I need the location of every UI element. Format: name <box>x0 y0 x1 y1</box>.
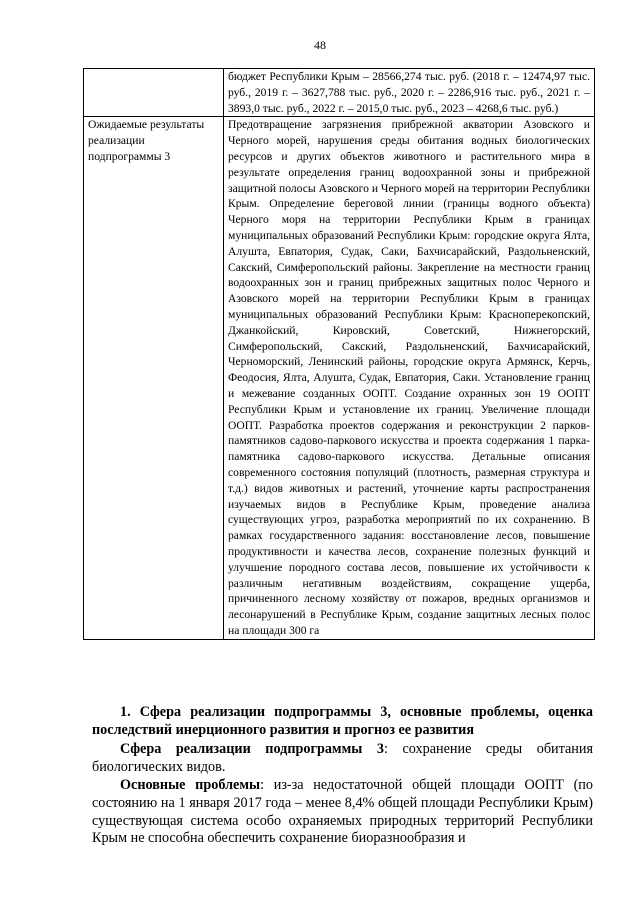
paragraph-scope-text: : сохранение среды обитания биологических видов. <box>92 741 594 775</box>
paragraph-problems <box>92 777 593 848</box>
paragraph-scope <box>92 741 593 777</box>
page-number: 48 <box>314 38 326 52</box>
subprogram-passport-table <box>83 68 595 640</box>
paragraph-scope-lead: Сфера реализации подпрограммы 3 <box>120 741 384 757</box>
table-cell-label <box>84 69 224 117</box>
table-cell-expected-results-label: Ожидаемые результаты реализации подпрограммы 3 <box>84 117 224 639</box>
paragraph-problems-lead: Основные проблемы <box>120 777 261 793</box>
table-cell-budget-value: бюджет Республики Крым – 28566,274 тыс. руб. (2018 г. – 12474,97 тыс. руб., 2019 г. – 3627,788 тыс. руб., 2020 г. – 2286,916 тыс. руб., 2021 г. – 3893,0 тыс. руб., 2022 г. – 2015,0 тыс. руб., 2023 – 4268,6 тыс. руб.) <box>224 69 595 117</box>
section-heading: 1. Сфера реализации подпрограммы 3, основные проблемы, оценка последствий инерционного развития и прогноз ее развития <box>92 704 593 738</box>
paragraph-problems-text: : из-за недостаточной общей площади ООПТ (по состоянию на 1 января 2017 года – менее 8,4% общей площади Республики Крым) существующая система особо охраняемых природных территорий Республики Крым не способна обеспечить сохранение биоразнообразия и <box>92 777 593 847</box>
table-row-budget <box>84 69 595 117</box>
table-cell-expected-results-value: Предотвращение загрязнения прибрежной акватории Азовского и Черного морей, нарушения среды обитания водных биологических ресурсов и других объектов животного и растительного мира в результате определения границ водоохранной зоны и прибрежной защитной полосы Азовского и Черного морей на территории Республики Крым. Определение береговой линии (границы водного объекта) Черного моря на территории Республики Крым в границах муниципальных образований Республики Крым: городские округа Ялта, Алушта, Евпатория, Судак, Саки, Бахчисарайский, Раздольненский, Сакский, Симферопольский районы. Закрепление на местности границ водоохранных зон и границ прибрежных защитных полос Черного и Азовского морей на территории Республики Крым в границах муниципальных образований Республики Крым: Красноперекопский, Джанкойский, Кировский, Советский, Нижнегорский, Симферопольский, Сакский, Раздольненский, Бахчисарайский, Черноморский, Ленинский районы, городские округа Армянск, Керчь, Феодосия, Ялта, Алушта, Судак, Евпатория, Саки. Установление границ и межевание созданных ООПТ. Создание охранных зон 19 ООПТ Республики Крым и установление их границ. Увеличение площади ООПТ. Разработка проектов содержания и реконструкции 2 парков-памятников садово-паркового искусства и проекта содержания 1 парка-памятника садово-паркового искусства. Детальные описания современного состояния популяций (плотность, размерная структура и т.д.) видов животных и растений, уточнение карты распространения изучаемых видов в Республике Крым, проведение анализа существующих угроз, разработка мероприятий по их сохранению. В рамках государственного задания: восстановление лесов, повышение продуктивности и качества лесов, сохранение полезных функций и улучшение породного состава лесов, повышение их устойчивости к различным негативным воздействиям, сокращение ущерба, причиненного лесному хозяйству от пожаров, вредных организмов и лесонарушений в Республике Крым, создание защитных лесных полос на площади 300 га <box>224 117 595 639</box>
table-row-expected-results <box>84 117 595 639</box>
